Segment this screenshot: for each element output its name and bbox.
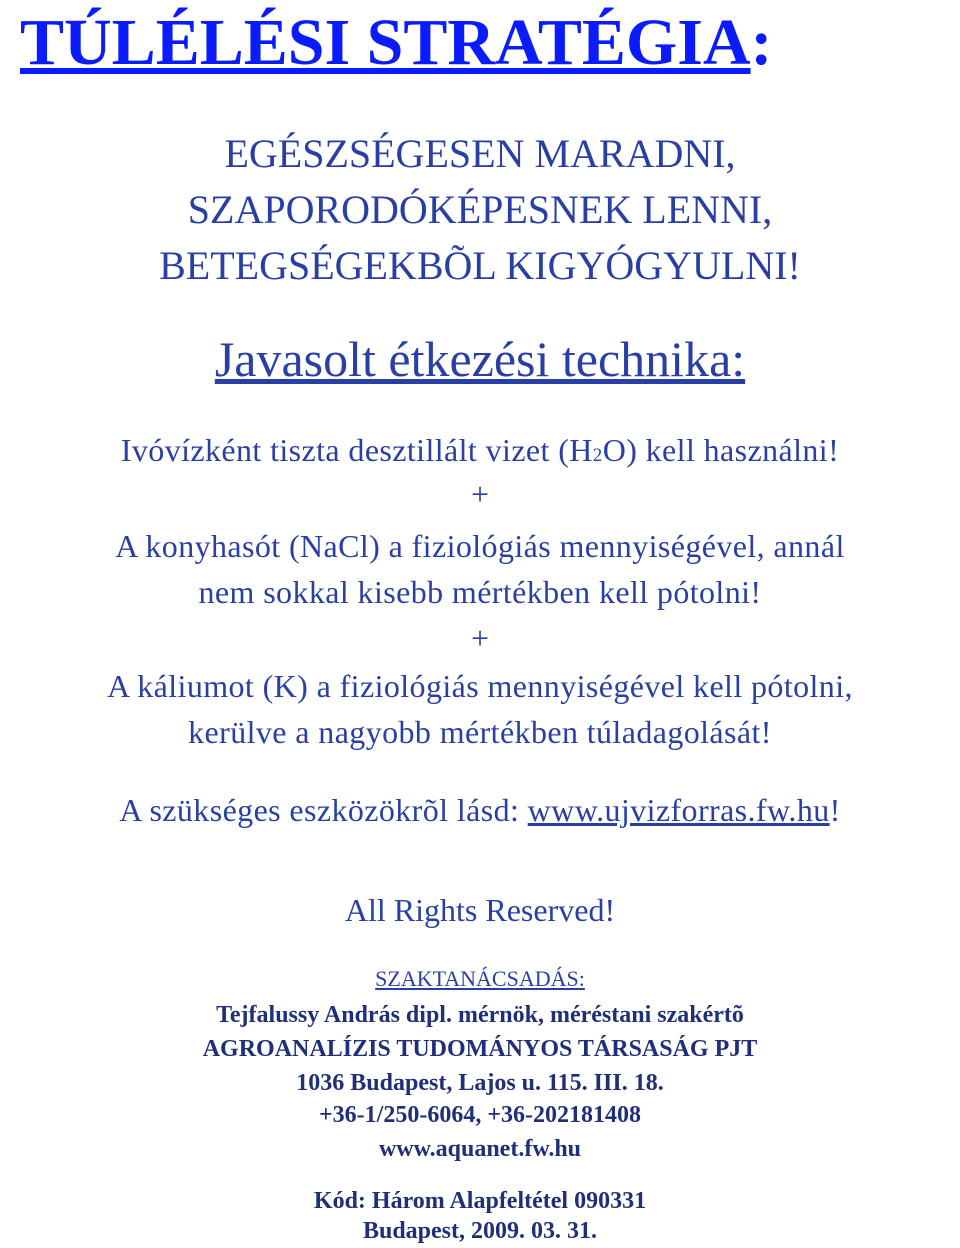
page-title-text: TÚLÉLÉSI STRATÉGIA	[20, 6, 751, 79]
water-instruction	[0, 432, 960, 469]
water-text-before: Ivóvízként tiszta desztillált vizet (H	[120, 432, 593, 468]
plus-separator-2: +	[470, 620, 490, 656]
tools-text: A szükséges eszközökrõl lásd:	[119, 792, 528, 828]
document-code: Kód: Három Alapfeltétel 090331	[313, 1188, 647, 1214]
rights-notice: All Rights Reserved!	[344, 892, 616, 928]
consulting-label: SZAKTANÁCSADÁS:	[375, 966, 585, 991]
consultant-name: Tejfalussy András dipl. mérnök, méréstani szakértõ	[216, 1002, 744, 1028]
consultant-phone: +36-1/250-6064, +36-202181408	[319, 1102, 641, 1128]
tools-link[interactable]: www.ujvizforras.fw.hu	[527, 792, 830, 828]
goal-line-3: BETEGSÉGEKBÕL KIGYÓGYULNI!	[159, 243, 801, 288]
tools-exclamation: !	[829, 792, 841, 828]
salt-instruction-line-2: nem sokkal kisebb mértékben kell pótolni!	[198, 574, 762, 610]
potassium-instruction-line-2: kerülve a nagyobb mértékben túladagolását!	[188, 714, 772, 750]
subheading: Javasolt étkezési technika:	[214, 331, 746, 387]
consultant-address: 1036 Budapest, Lajos u. 115. III. 18.	[296, 1070, 664, 1096]
water-subscript: 2	[592, 445, 603, 466]
plus-separator-1: +	[470, 476, 490, 512]
salt-instruction-line-1: A konyhasót (NaCl) a fiziológiás mennyiségével, annál	[115, 528, 845, 564]
page-title-colon: :	[750, 6, 773, 79]
page-title	[20, 5, 773, 81]
consultant-website[interactable]: www.aquanet.fw.hu	[378, 1136, 582, 1162]
document-date: Budapest, 2009. 03. 31.	[362, 1218, 598, 1244]
goal-line-2: SZAPORODÓKÉPESNEK LENNI,	[187, 187, 773, 232]
consultant-organization: AGROANALÍZIS TUDOMÁNYOS TÁRSASÁG PJT	[202, 1036, 758, 1062]
tools-reference	[0, 792, 960, 829]
potassium-instruction-line-1: A káliumot (K) a fiziológiás mennyiségével kell pótolni,	[107, 668, 853, 704]
goal-line-1: EGÉSZSÉGESEN MARADNI,	[224, 131, 736, 176]
water-text-after: O) kell használni!	[602, 432, 840, 468]
